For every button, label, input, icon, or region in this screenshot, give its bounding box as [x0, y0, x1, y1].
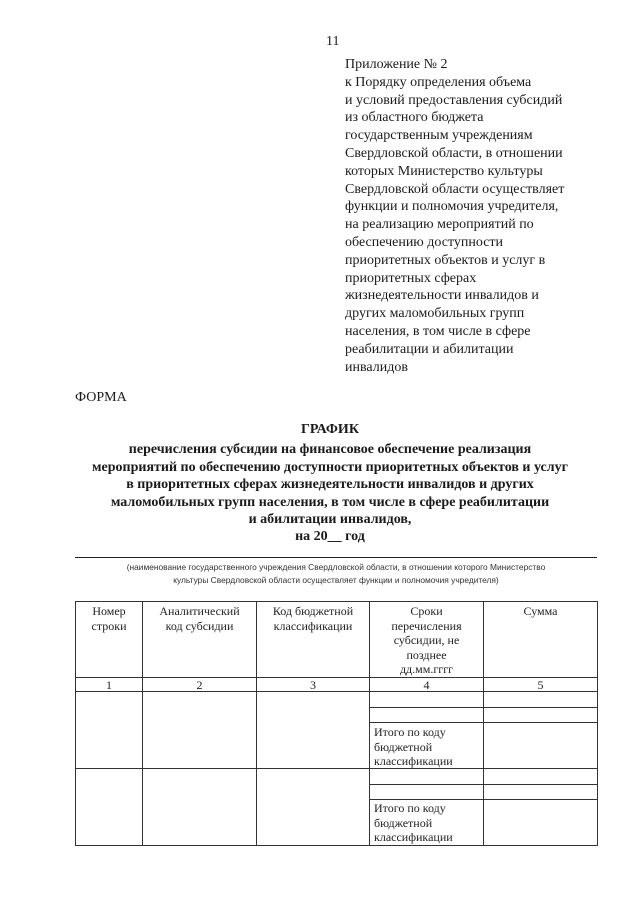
page-number: 11 — [326, 34, 340, 49]
appendix-line: приоритетных сферах — [345, 270, 477, 286]
appendix-line: приоритетных объектов и услуг в — [345, 252, 546, 268]
appendix-line: и условий предоставления субсидий — [345, 92, 563, 108]
appendix-line: Свердловской области осуществляет — [345, 181, 565, 197]
column-number: 1 — [106, 678, 112, 692]
appendix-line: реабилитации и абилитации — [345, 341, 514, 357]
appendix-line: на реализацию мероприятий по — [345, 217, 534, 233]
title-line: и абилитации инвалидов, — [248, 512, 412, 528]
appendix-line: функции и полномочия учредителя, — [345, 199, 559, 215]
title-line: мероприятий по обеспечению доступности приоритетных объектов и услуг — [92, 459, 568, 475]
column-number: 4 — [423, 678, 430, 692]
header-budget-code: Код бюджетной классификации — [272, 604, 354, 633]
appendix-line: из областного бюджета — [345, 110, 484, 126]
header-amount: Сумма — [523, 604, 558, 618]
title-line: перечисления субсидии на финансовое обеспечение реализация — [128, 442, 532, 458]
column-number: 3 — [310, 678, 316, 692]
appendix-line: населения, в том числе в сфере — [345, 323, 531, 339]
title-line: в приоритетных сферах жизнедеятельности инвалидов и других — [126, 477, 534, 493]
appendix-line: к Порядку определения объема — [345, 74, 532, 90]
appendix-line: жизнедеятельности инвалидов и — [345, 288, 539, 304]
appendix-line: которых Министерство культуры — [345, 163, 543, 179]
appendix-line: инвалидов — [345, 359, 408, 375]
form-label: ФОРМА — [75, 390, 127, 405]
appendix-line: других маломобильных групп — [345, 306, 525, 322]
column-number: 2 — [196, 678, 203, 692]
header-row-number: Номер строки — [91, 604, 127, 633]
appendix-line: обеспечению доступности — [345, 234, 504, 250]
title-heading: ГРАФИК — [301, 422, 359, 437]
caption-line: культуры Свердловской области осуществляет функции и полномочия учредителя) — [173, 574, 499, 585]
caption-line: (наименование государственного учреждения Свердловской области, в отношении которого Министерство — [126, 562, 546, 572]
title-line: маломобильных групп населения, в том числе в сфере реабилитации — [110, 494, 550, 510]
appendix-line: государственным учреждениям — [345, 128, 533, 144]
title-line: на 20__ год — [295, 529, 365, 545]
appendix-line: Свердловской области, в отношении — [345, 145, 563, 161]
header-analytic-code: Аналитический код субсидии — [159, 604, 240, 633]
column-number: 5 — [537, 678, 544, 692]
subtotal-label: Итого по коду бюджетной классификации — [374, 801, 453, 845]
header-transfer-dates: Сроки перечисления субсидии, не позднее дд.мм.гггг — [391, 604, 462, 677]
appendix-line: Приложение № 2 — [345, 57, 448, 72]
subtotal-label: Итого по коду бюджетной классификации — [374, 725, 453, 769]
